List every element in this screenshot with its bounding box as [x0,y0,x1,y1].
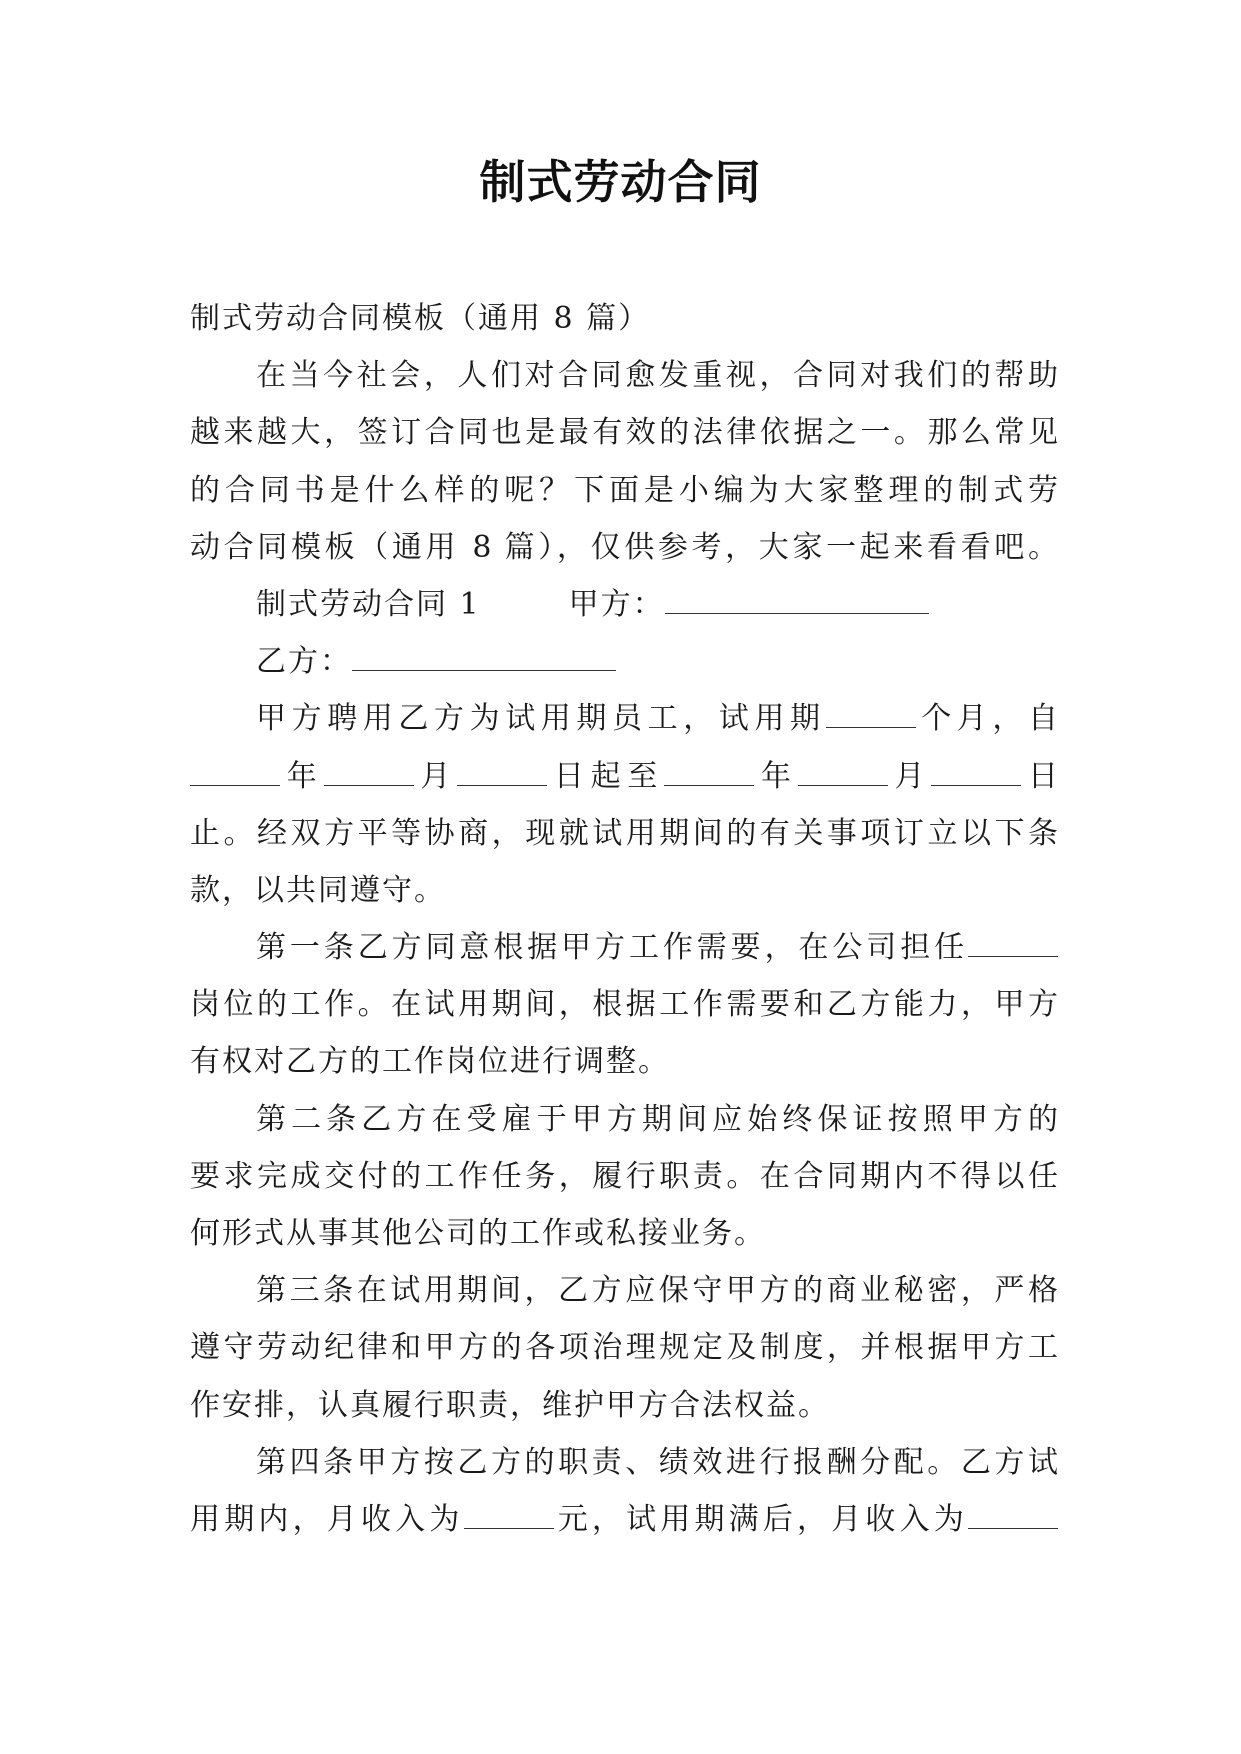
article3-line-2: 遵守劳动纪律和甲方的各项治理规定及制度，并根据甲方工 [190,1330,1058,1366]
article2-line-1: 第二条乙方在受雇于甲方期间应始终保证按照甲方的 [256,1101,1058,1137]
party-a-blank[interactable] [665,587,929,614]
article3-line-3: 作安排，认真履行职责，维护甲方合法权益。 [190,1387,830,1423]
month-label: 月 [413,758,458,794]
start-day-blank[interactable] [457,759,547,786]
intro-line-1: 在当今社会，人们对合同愈发重视，合同对我们的帮助 [256,358,1058,394]
regular-salary-blank[interactable] [968,1502,1058,1529]
document-body [190,290,1058,1548]
regular-salary-label: 元，试用期满后，月收入为 [553,1501,969,1537]
article3-line-1: 第三条在试用期间，乙方应保守甲方的商业秘密，严格 [256,1273,1058,1309]
party-b-blank[interactable] [352,644,616,671]
article1-text: 第一条乙方同意根据甲方工作需要，在公司担任 [256,930,968,966]
document-title: 制式劳动合同 [479,155,762,209]
probation-line-1 [190,690,1058,747]
intro-line-2: 越来越大，签订合同也是最有效的法律依据之一。那么常见 [190,415,1058,451]
article4-line-2 [190,1491,1058,1548]
party-b-line [190,633,1058,690]
article1-line-3: 有权对乙方的工作岗位进行调整。 [190,1044,670,1080]
day-from-label: 日起至 [547,758,665,794]
start-month-blank[interactable] [324,759,414,786]
probation-line-4: 款，以共同遵守。 [190,872,446,908]
intro-line-4: 动合同模板（通用 8 篇），仅供参考，大家一起来看看吧。 [190,529,1058,565]
end-year-blank[interactable] [664,759,754,786]
end-day-blank[interactable] [931,759,1021,786]
probation-text: 甲方聘用乙方为试用期员工，试用期 [256,701,826,737]
article1-line-1 [190,919,1058,976]
party-a-label: 甲方： [568,586,665,622]
contract-number: 制式劳动合同 1 [256,586,481,622]
probation-months-blank[interactable] [826,701,916,728]
party-a-line [190,576,1058,633]
probation-line-2 [190,748,1058,805]
month-label: 月 [887,758,932,794]
probation-salary-label: 用期内，月收入为 [190,1501,464,1537]
article2-line-2: 要求完成交付的工作任务，履行职责。在合同期内不得以任 [190,1158,1058,1194]
intro-line-3: 的合同书是什么样的呢？下面是小编为大家整理的制式劳 [190,472,1058,508]
position-blank[interactable] [968,930,1058,957]
article2-line-3: 何形式从事其他公司的工作或私接业务。 [190,1216,766,1251]
day-label: 日 [1021,758,1058,794]
year-label: 年 [280,758,324,794]
party-b-label: 乙方： [256,644,352,680]
probation-line-3: 止。经双方平等协商，现就试用期间的有关事项订立以下条 [190,815,1058,851]
end-month-blank[interactable] [798,759,888,786]
year-label: 年 [754,758,798,794]
article4-line-1: 第四条甲方按乙方的职责、绩效进行报酬分配。乙方试 [256,1444,1058,1480]
start-year-blank[interactable] [190,759,280,786]
probation-salary-blank[interactable] [464,1502,554,1529]
document-subtitle: 制式劳动合同模板（通用 8 篇） [190,301,651,336]
probation-months-label: 个月，自 [915,701,1058,737]
article1-line-2: 岗位的工作。在试用期间，根据工作需要和乙方能力，甲方 [190,987,1058,1023]
